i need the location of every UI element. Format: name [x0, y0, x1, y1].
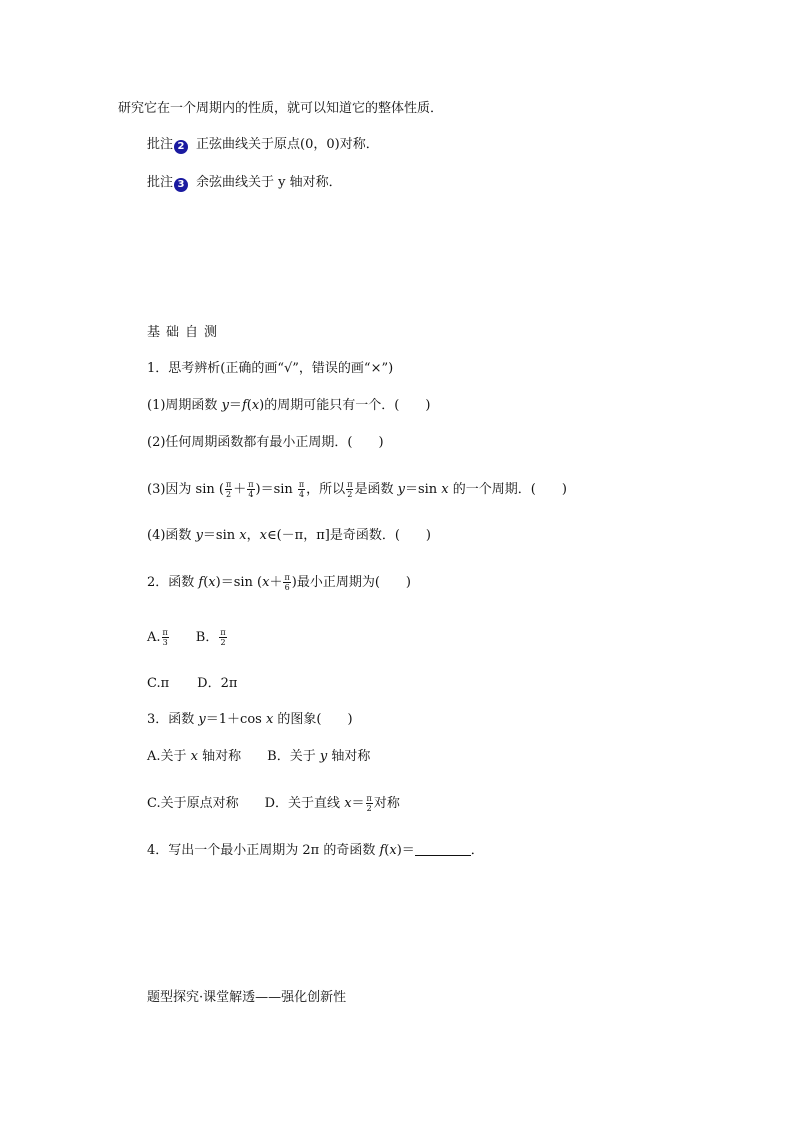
- question-1-item-2: (2)任何周期函数都有最小正周期．( ): [147, 435, 384, 450]
- section-title-type-exploration: 题型探究·课堂解透——强化创新性: [147, 990, 347, 1005]
- section-title-basic-test: 基础自测: [147, 325, 224, 340]
- question-1-item-1: (1)周期函数 y＝f(x)的周期可能只有一个．( ): [147, 398, 431, 413]
- question-3-options-cd: [147, 794, 400, 813]
- circled-number-3-icon: 3: [174, 178, 188, 192]
- question-3-options-ab: [147, 748, 370, 766]
- annotation-3: [147, 174, 342, 192]
- annotation-prefix: 批注: [147, 137, 174, 152]
- question-2-options-ab: [147, 628, 228, 647]
- annotation-2: [147, 136, 379, 154]
- fraction-pi-over-2: $\frac{\pi}{2}$: [347, 480, 353, 499]
- fraction-pi-over-4: $\frac{\pi}{4}$: [298, 480, 305, 499]
- option-a: A. $\frac{\pi}{3}$: [147, 628, 168, 647]
- option-d: D．关于直线 x＝ $\frac{\pi}{2}$ 对称: [264, 794, 400, 813]
- fraction-pi-over-4: $\frac{\pi}{4}$: [248, 480, 254, 499]
- fraction-pi-over-2: $\frac{\pi}{2}$: [225, 480, 232, 499]
- annotation-prefix: 批注: [147, 175, 174, 190]
- question-2-options-cd: [147, 675, 237, 693]
- annotation-text: 余弦曲线关于 y 轴对称．: [196, 175, 342, 190]
- question-1-item-4: (4)函数 y＝sin x，x∈(－π，π]是奇函数．( ): [147, 528, 431, 543]
- option-c: C.关于原点对称: [147, 796, 239, 811]
- question-2-stem: 2．函数 f(x)＝sin (x＋ $\frac{\pi}{6}$ )最小正周期为( ): [147, 573, 411, 592]
- option-c: C.π: [147, 676, 170, 691]
- fraction-pi-over-2: $\frac{\pi}{2}$: [366, 794, 372, 813]
- option-b: B．关于 y 轴对称: [267, 749, 371, 764]
- question-3-stem: 3．函数 y＝1＋cos x 的图象( ): [147, 712, 353, 727]
- answer-blank[interactable]: [415, 843, 471, 856]
- option-d: D．2π: [197, 676, 238, 691]
- question-1-stem: 1．思考辨析(正确的画“√”，错误的画“×”): [147, 361, 394, 376]
- circled-number-2-icon: 2: [174, 140, 188, 154]
- option-a: A.关于 x 轴对称: [147, 749, 242, 764]
- fraction-pi-over-6: $\frac{\pi}{6}$: [284, 573, 290, 592]
- option-b: B． $\frac{\pi}{2}$: [195, 628, 226, 647]
- question-4: 4．写出一个最小正周期为 2π 的奇函数 f(x)＝ ．: [147, 843, 484, 858]
- annotation-text: 正弦曲线关于原点(0，0)对称．: [196, 137, 379, 152]
- intro-text: 研究它在一个周期内的性质，就可以知道它的整体性质．: [118, 101, 444, 116]
- question-1-item-3: (3)因为 sin ( $\frac{\pi}{2}$ ＋ $\frac{\pi}{4}$ )＝sin $\frac{\pi}{4}$ ，所以 $\frac{\pi}{2}$ 是函数 y＝sin x 的一个周期．( ): [147, 480, 567, 499]
